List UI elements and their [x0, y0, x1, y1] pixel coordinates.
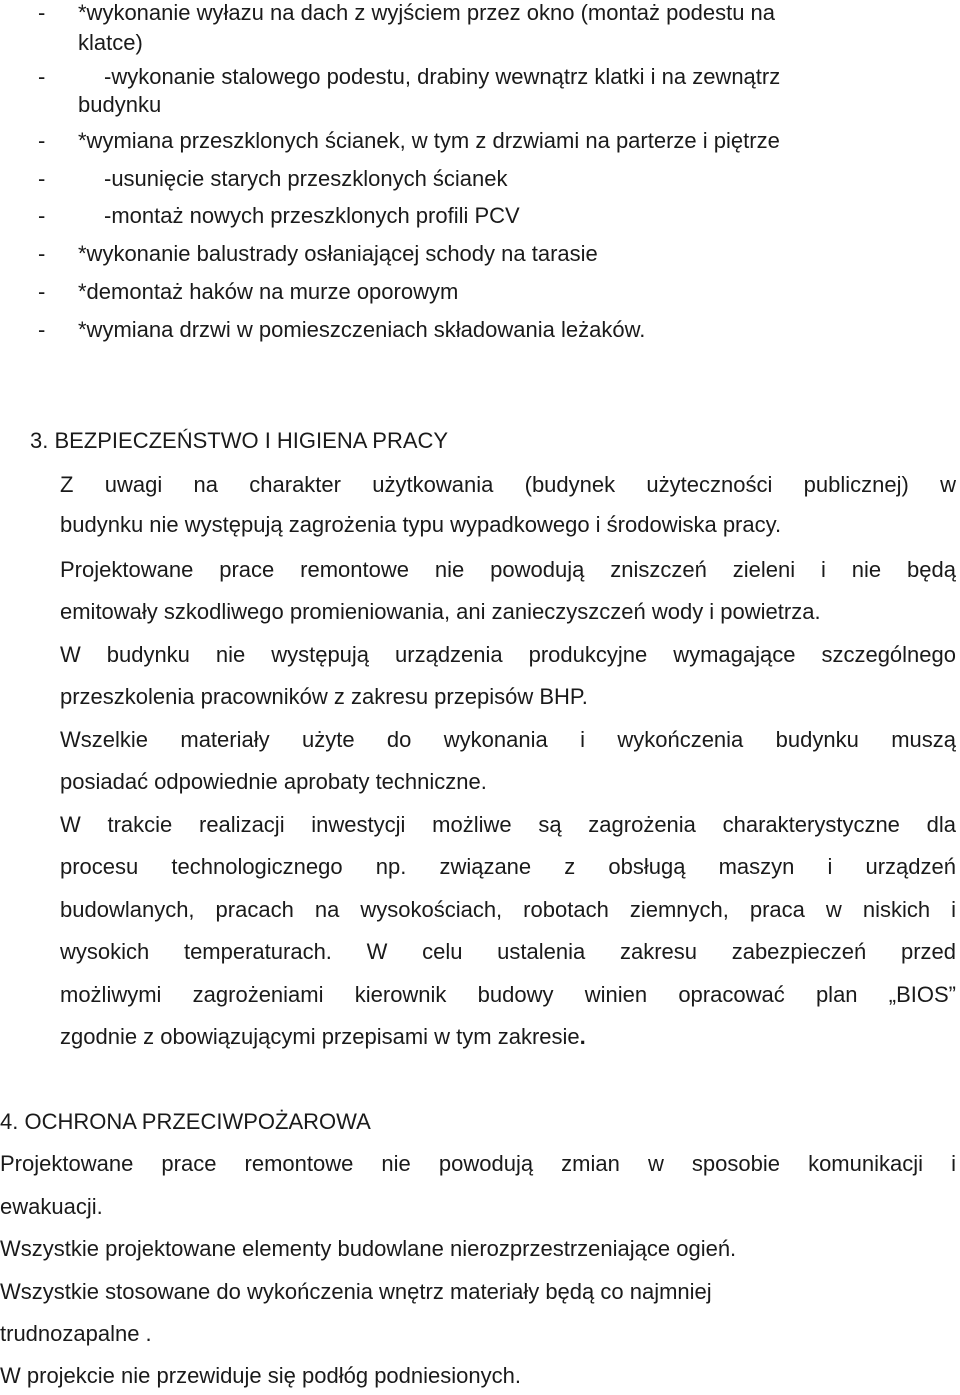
list-item-text: *wykonanie wyłazu na dach z wyjściem przez okno (montaż podestu na [78, 0, 776, 25]
paragraph-line: emitowały szkodliwego promieniowania, ani zanieczyszczeń wody i powietrza. [60, 599, 821, 624]
list-dash: - [38, 128, 46, 153]
paragraph-line [60, 1018, 586, 1056]
paragraph-line: Projektowane prace remontowe nie powodują zmian w sposobie komunikacji i [0, 1151, 956, 1176]
paragraph-line: W trakcie realizacji inwestycji możliwe są zagrożenia charakterystyczne dla [60, 812, 956, 837]
list-item-text: -montaż nowych przeszklonych profili PCV [104, 203, 520, 228]
paragraph-line: Projektowane prace remontowe nie powodują zniszczeń zieleni i nie będą [60, 557, 956, 582]
paragraph-line: procesu technologicznego np. związane z obsługą maszyn i urządzeń [60, 854, 956, 879]
paragraph-line: przeszkolenia pracowników z zakresu przepisów BHP. [60, 684, 588, 709]
list-item-continuation: klatce) [78, 30, 143, 55]
paragraph-line: Wszystkie projektowane elementy budowlane nierozprzestrzeniające ogień. [0, 1236, 737, 1261]
paragraph-line: Wszelkie materiały użyte do wykonania i wykończenia budynku muszą [60, 727, 956, 752]
section-heading-fire-protection: 4. OCHRONA PRZECIWPOŻAROWA [0, 1109, 371, 1134]
list-dash: - [38, 279, 46, 304]
paragraph-line: posiadać odpowiednie aprobaty techniczne. [60, 769, 487, 794]
paragraph-line: W budynku nie występują urządzenia produkcyjne wymagające szczególnego [60, 642, 956, 667]
paragraph-line: Wszystkie stosowane do wykończenia wnętrz materiały będą co najmniej [0, 1279, 712, 1304]
list-item-continuation: budynku [78, 92, 162, 117]
paragraph-line-text: zgodnie z obowiązującymi przepisami w tym zakresie [60, 1024, 580, 1049]
paragraph-line: W projekcie nie przewiduje się podłóg podniesionych. [0, 1363, 521, 1388]
section-heading-bhp: 3. BEZPIECZEŃSTWO I HIGIENA PRACY [30, 428, 449, 453]
list-dash: - [38, 203, 46, 228]
paragraph-line: wysokich temperaturach. W celu ustalenia zakresu zabezpieczeń przed [60, 939, 956, 964]
list-item-text: -usunięcie starych przeszklonych ścianek [104, 166, 508, 191]
list-item-text: *wykonanie balustrady osłaniającej schody na tarasie [78, 241, 598, 266]
list-item-text: *demontaż haków na murze oporowym [78, 279, 459, 304]
paragraph-line: budynku nie występują zagrożenia typu wypadkowego i środowiska pracy. [60, 512, 782, 537]
paragraph-line: ewakuacji. [0, 1194, 103, 1219]
paragraph-line: trudnozapalne . [0, 1321, 152, 1346]
paragraph-line: budowlanych, pracach na wysokościach, robotach ziemnych, praca w niskich i [60, 897, 956, 922]
list-dash: - [38, 0, 46, 25]
list-dash: - [38, 317, 46, 342]
paragraph-line: możliwymi zagrożeniami kierownik budowy winien opracować plan „BIOS” [60, 982, 956, 1007]
list-item-text: *wymiana drzwi w pomieszczeniach składowania leżaków. [78, 317, 646, 342]
list-item-text: *wymiana przeszklonych ścianek, w tym z drzwiami na parterze i piętrze [78, 128, 780, 153]
paragraph-line: Z uwagi na charakter użytkowania (budynek użyteczności publicznej) w [60, 472, 956, 497]
list-dash: - [38, 64, 46, 89]
list-item-text: -wykonanie stalowego podestu, drabiny wewnątrz klatki i na zewnątrz [104, 64, 781, 89]
list-dash: - [38, 241, 46, 266]
final-period: . [579, 1024, 586, 1049]
list-dash: - [38, 166, 46, 191]
